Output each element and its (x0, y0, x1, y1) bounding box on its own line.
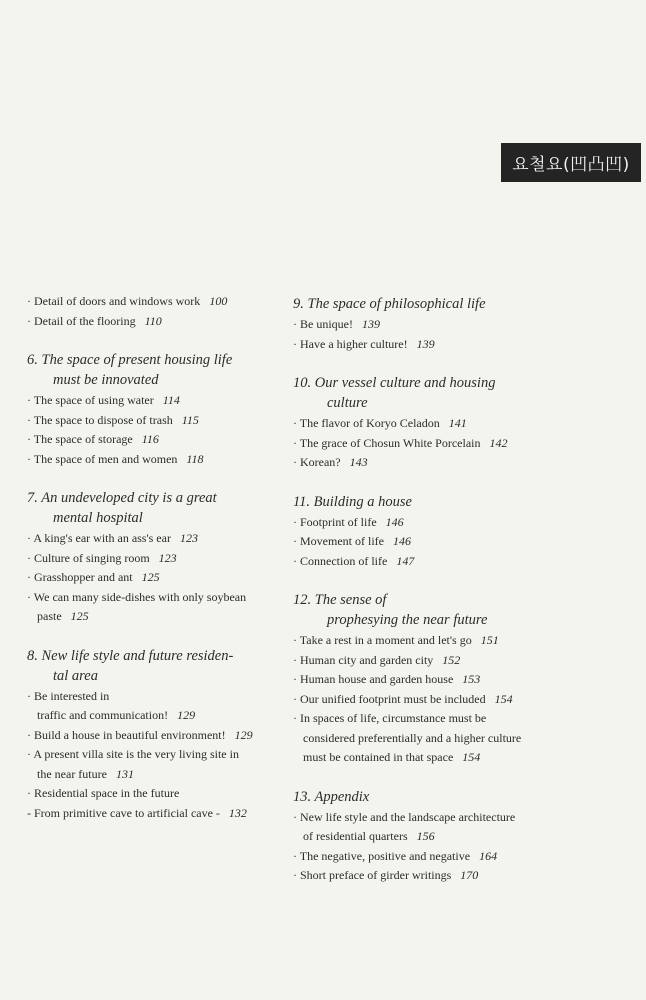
toc-item: - From primitive cave to artificial cave - 132 (27, 805, 247, 820)
page-number: 152 (442, 652, 461, 667)
page-number: 139 (361, 317, 380, 331)
page-number: 146 (392, 534, 411, 548)
page-number: 153 (462, 672, 481, 686)
toc-item: · The space to dispose of trash 115 (27, 412, 199, 427)
toc-item: · Connection of life 147 (293, 553, 415, 568)
page-number: 116 (141, 432, 159, 446)
toc-item: · New life style and the landscape architecture of residential quarters 156 (293, 809, 516, 843)
page-number: 100 (209, 294, 228, 308)
page-number: 146 (385, 514, 404, 529)
page-number: 156 (416, 829, 435, 843)
page-number: 143 (349, 455, 368, 469)
toc-item: · Grasshopper and ant 125 (27, 570, 160, 584)
page-number: 164 (479, 848, 498, 863)
page-number: 142 (489, 435, 508, 450)
page-number: 154 (494, 691, 513, 706)
toc-item: · The space of storage 116 (27, 432, 159, 446)
page-number: 147 (396, 553, 415, 568)
toc-item: · Our unified footprint must be included 154 (293, 691, 513, 706)
page-number: 151 (480, 633, 499, 647)
section-heading: 12. The sense of prophesying the near future (293, 592, 488, 628)
section-heading: 9. The space of philosophical life (293, 296, 486, 312)
page-number: 118 (186, 451, 204, 466)
page-number: 123 (158, 550, 177, 565)
page-number: 129 (234, 727, 253, 742)
toc-right-column (293, 294, 543, 886)
toc-item: · Korean? 143 (293, 455, 368, 469)
toc-item: · Have a higher culture! 139 (293, 336, 435, 351)
toc-item: · Build a house in beautiful environment! 129 (27, 727, 253, 742)
section-heading: 7. An undeveloped city is a great mental hospital (27, 490, 217, 526)
toc-item: · The space of using water 114 (27, 393, 180, 407)
toc-item: · Detail of doors and windows work 100 (27, 294, 228, 308)
toc-item: · The flavor of Koryo Celadon 141 (293, 416, 467, 430)
toc-item: · Human city and garden city 152 (293, 652, 461, 667)
toc-item: · Footprint of life 146 (293, 514, 404, 529)
page-number: 141 (448, 416, 467, 430)
toc-item: · The grace of Chosun White Porcelain 142 (293, 435, 508, 450)
page-number: 125 (141, 570, 160, 584)
page-number: 129 (177, 708, 196, 722)
toc-item: · Be interested in traffic and communication! 129 (27, 688, 196, 722)
page-number: 125 (70, 609, 89, 623)
toc-left-column (27, 292, 277, 823)
page-number: 115 (181, 412, 199, 427)
toc-item: · The negative, positive and negative 164 (293, 848, 498, 863)
toc-item: · Human house and garden house 153 (293, 672, 481, 686)
section-heading: 13. Appendix (293, 788, 370, 805)
toc-item: · Culture of singing room 123 (27, 550, 177, 565)
page-number: 170 (460, 868, 479, 882)
page-number: 139 (416, 336, 435, 351)
toc-item: · A king's ear with an ass's ear 123 (27, 531, 198, 545)
section-heading: 8. New life style and future residen- tal area (27, 647, 234, 684)
page-number: 123 (179, 531, 198, 545)
section-tab-label: 요철요(凹凸凹) (512, 155, 630, 175)
page-number: 114 (162, 393, 180, 407)
section-heading: 6. The space of present housing life must be innovated (27, 352, 233, 388)
toc-item: · The space of men and women 118 (27, 451, 204, 466)
page-number: 131 (115, 766, 134, 781)
section-heading: 11. Building a house (293, 493, 412, 510)
section-tab (501, 143, 641, 182)
toc-item: · We can many side-dishes with only soybean paste 125 (27, 589, 247, 623)
toc-item: · Take a rest in a moment and let's go 151 (293, 633, 499, 647)
toc-item: · Be unique! 139 (293, 317, 380, 331)
toc-item: · A present villa site is the very living site in the near future 131 (27, 747, 239, 781)
toc-item: · Residential space in the future (27, 786, 180, 800)
page-number: 110 (144, 313, 162, 328)
toc-item: · Detail of the flooring 110 (27, 313, 162, 328)
page-number: 154 (462, 750, 481, 764)
toc-item: · Movement of life 146 (293, 534, 411, 548)
page-number: 132 (228, 805, 247, 820)
toc-item: · Short preface of girder writings 170 (293, 868, 479, 882)
section-heading: 10. Our vessel culture and housing culture (293, 375, 496, 411)
toc-item: · In spaces of life, circumstance must be considered preferentially and a higher culture must be contained in that space 154 (293, 711, 522, 764)
